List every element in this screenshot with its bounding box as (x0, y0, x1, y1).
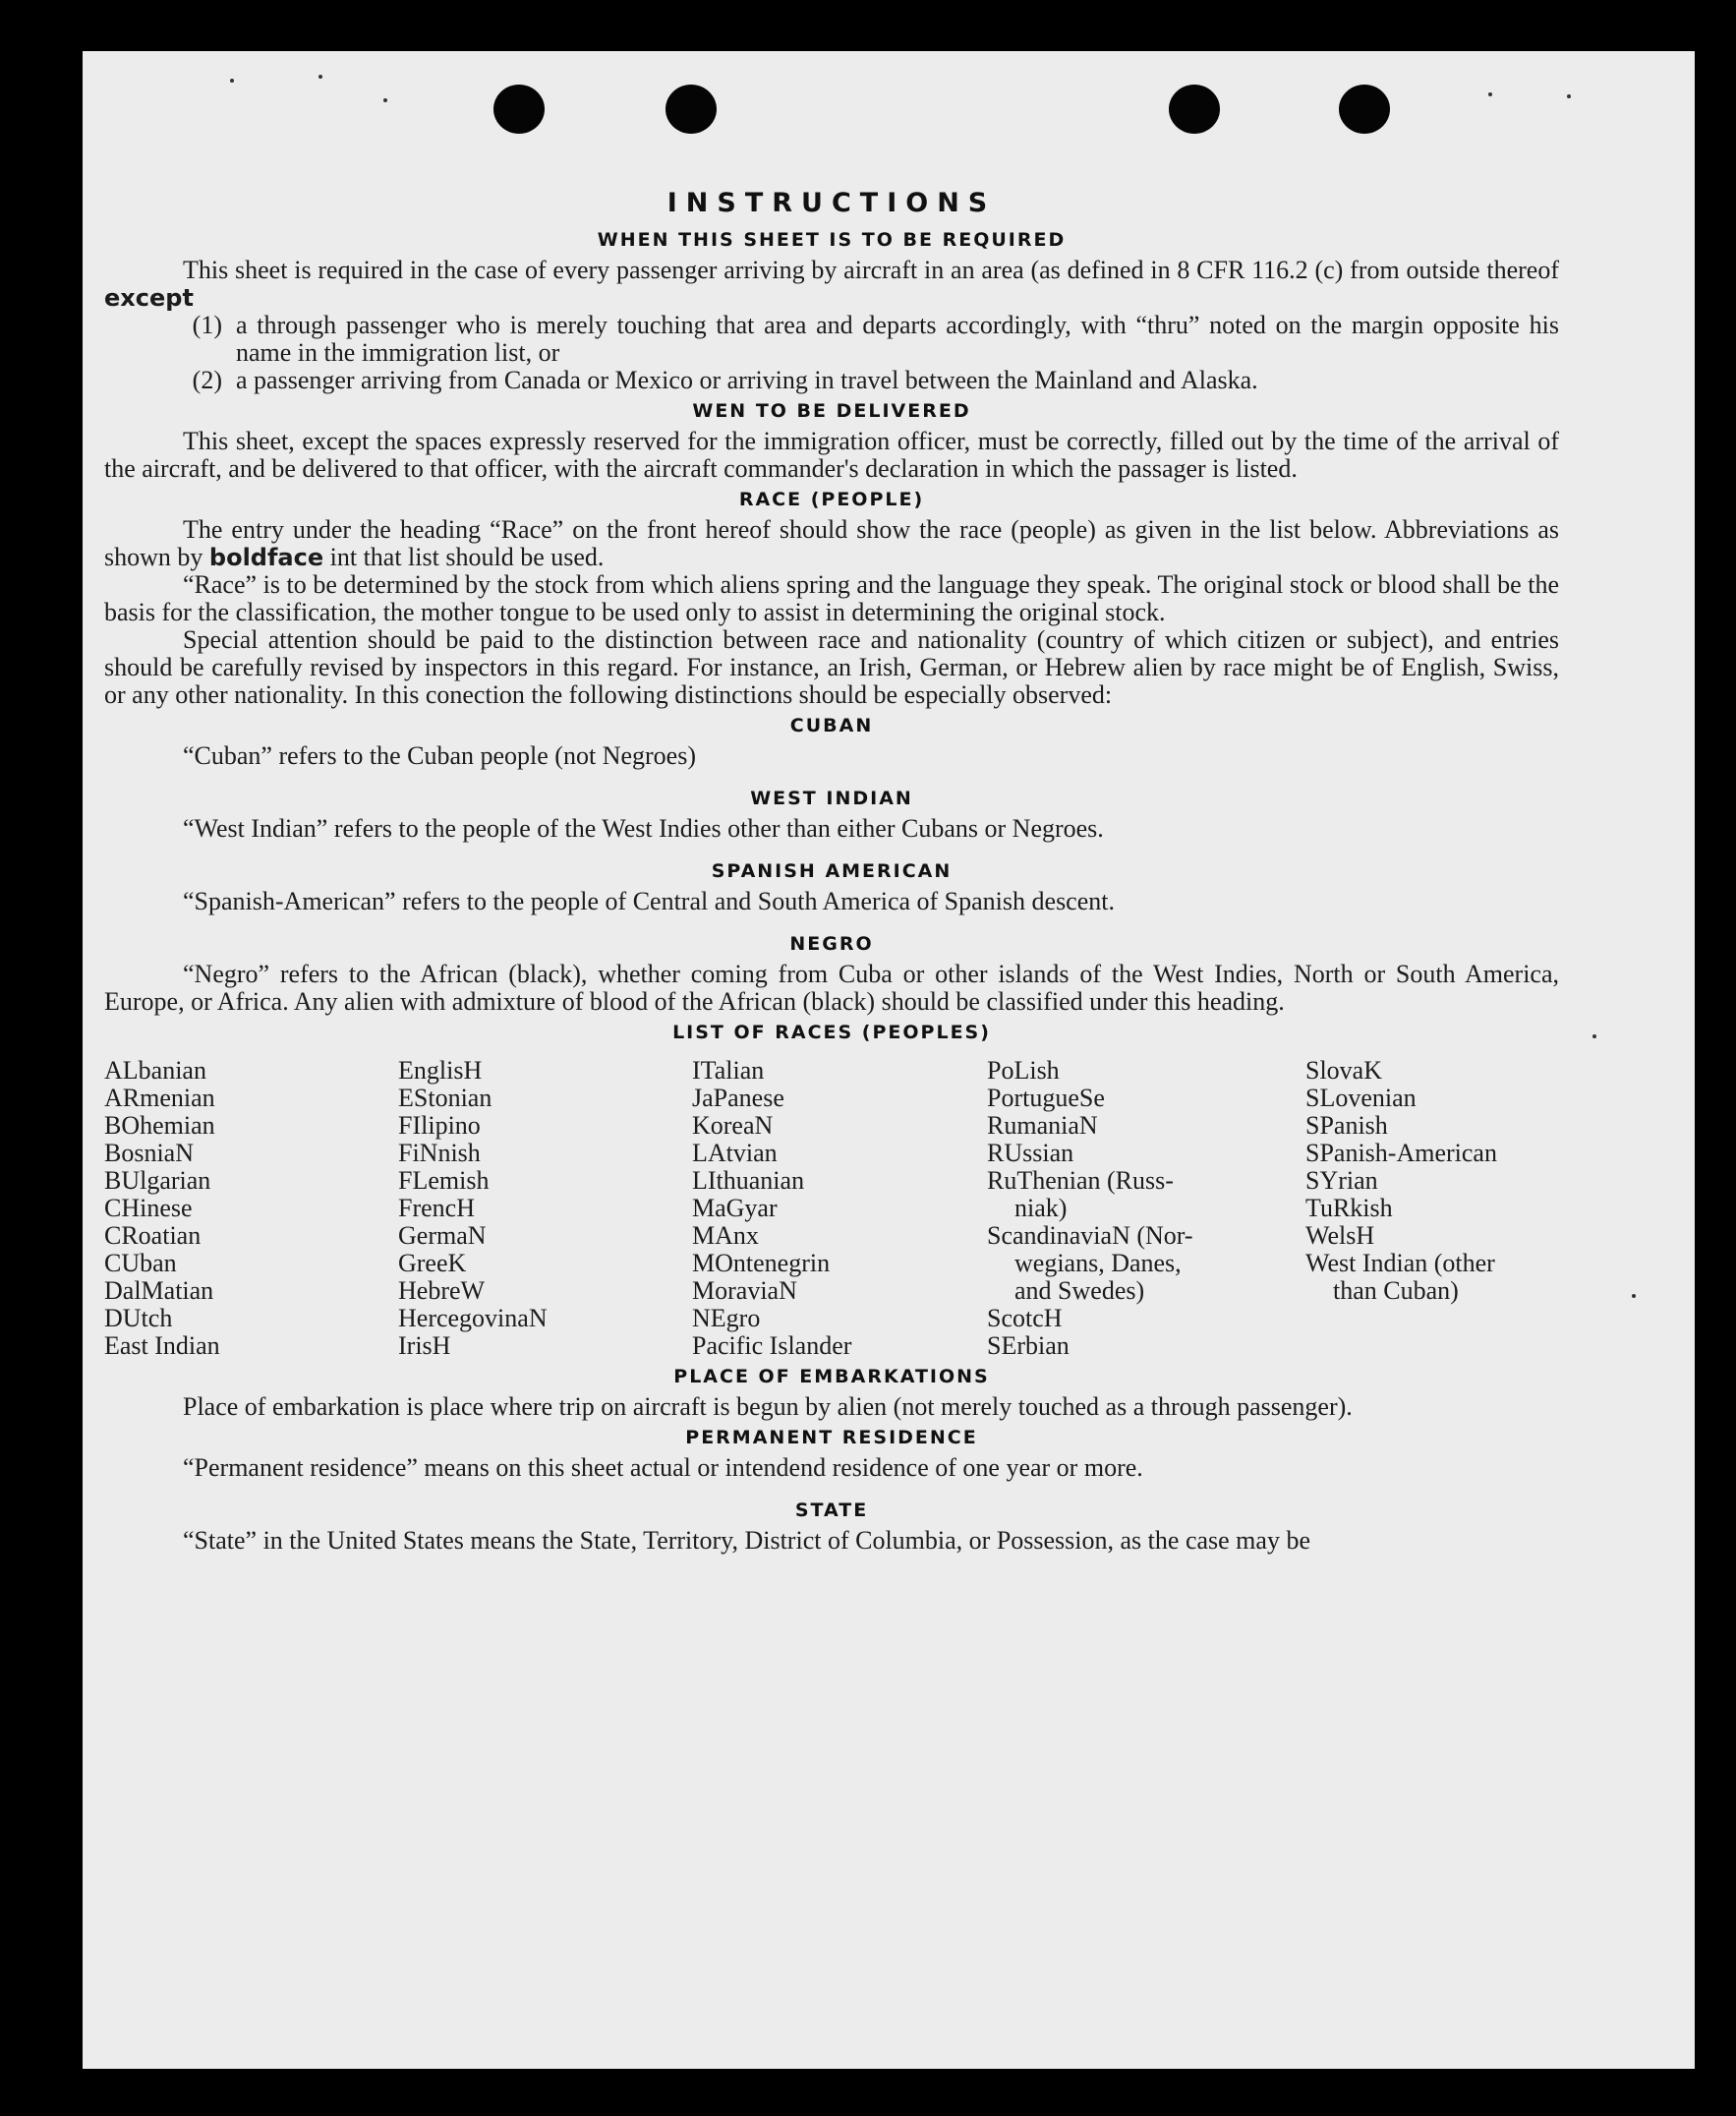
race-column (398, 1057, 692, 1360)
race-item: SPanish (1305, 1111, 1388, 1140)
race-item: FIlipino (398, 1111, 481, 1140)
section-heading: RACE (PEOPLE) (738, 489, 925, 510)
punch-hole (665, 85, 717, 134)
section-heading: PLACE OF EMBARKATIONS (673, 1366, 990, 1387)
race-item: CRoatian (104, 1221, 202, 1250)
list-item (104, 312, 1559, 367)
race-item: GreeK (398, 1249, 467, 1277)
race-item: DalMatian (104, 1276, 214, 1305)
race-column (1305, 1057, 1571, 1360)
page-title: INSTRUCTIONS (666, 188, 997, 218)
race-item: LIthuanian (692, 1166, 805, 1195)
paragraph: “State” in the United States means the State, Territory, District of Columbia, or Possession, as the case may be (183, 1526, 1310, 1555)
race-item: ScotcH (987, 1304, 1063, 1332)
paragraph: “West Indian” refers to the people of the West Indies other than either Cubans or Negroes. (183, 814, 1104, 843)
race-item: and Swedes) (1014, 1276, 1145, 1305)
speck (1632, 1294, 1636, 1298)
list-text: a through passenger who is merely touching that area and departs accordingly, with “thru” noted on the margin opposite his name in the immigration list, or (236, 311, 1559, 367)
paragraph: “Permanent residence” means on this sheet actual or intendend residence of one year or more. (183, 1453, 1143, 1482)
race-item: TuRkish (1305, 1194, 1393, 1222)
paragraph (104, 257, 1559, 312)
document-sheet (83, 51, 1695, 2069)
race-item: KoreaN (692, 1111, 774, 1140)
emphasis-text: boldface (208, 544, 324, 571)
race-item: than Cuban) (1333, 1276, 1459, 1305)
race-item: FLemish (398, 1166, 490, 1195)
paragraph (104, 516, 1559, 571)
race-item: EnglisH (398, 1056, 483, 1085)
paragraph: Special attention should be paid to the distinction between race and nationality (country of which citizen or subject), and entries should be carefully revised by inspectors in this regard. For instance, an Irish, German, or Hebrew alien by race might be of English, Swiss, or any other nationality. In this conection the following distinctions should be especially observed: (104, 625, 1559, 709)
section-heading: NEGRO (789, 933, 874, 955)
section-heading: PERMANENT RESIDENCE (685, 1427, 978, 1448)
section-heading: CUBAN (789, 715, 874, 736)
race-item: ARmenian (104, 1084, 215, 1112)
paragraph: “Spanish-American” refers to the people of Central and South America of Spanish descent. (183, 887, 1115, 915)
race-item: GermaN (398, 1221, 487, 1250)
race-item: SErbian (987, 1331, 1070, 1360)
speck (318, 75, 322, 79)
race-item: ALbanian (104, 1056, 206, 1085)
race-item: CHinese (104, 1194, 193, 1222)
speck (230, 79, 234, 83)
speck (383, 98, 387, 102)
section-heading: LIST OF RACES (PEOPLES) (672, 1022, 991, 1043)
punch-hole (493, 85, 545, 134)
race-column (987, 1057, 1305, 1360)
section-heading: WEN TO BE DELIVERED (692, 400, 971, 422)
race-item: ITalian (692, 1056, 765, 1085)
speck (1592, 1034, 1596, 1038)
race-item: HebreW (398, 1276, 486, 1305)
speck (1567, 94, 1571, 98)
race-item: wegians, Danes, (1014, 1249, 1182, 1277)
paragraph: “Cuban” refers to the Cuban people (not Negroes) (183, 741, 696, 770)
section-heading: STATE (794, 1499, 869, 1521)
paragraph: “Negro” refers to the African (black), whether coming from Cuba or other islands of the West Indies, North or South America, Europe, or Africa. Any alien with admixture of blood of the African (black) should be classified under this heading. (104, 960, 1559, 1016)
race-item: FrencH (398, 1194, 475, 1222)
race-item: BOhemian (104, 1111, 215, 1140)
race-item: MAnx (692, 1221, 759, 1250)
section-heading: SPANISH AMERICAN (711, 860, 953, 882)
punch-hole (1339, 85, 1390, 134)
paragraph-text: The entry under the heading “Race” on the front hereof should show the race (people) as given in the list below. Abbreviations as shown by (104, 515, 1559, 571)
race-item: MOntenegrin (692, 1249, 831, 1277)
race-item: RuThenian (Russ- (987, 1166, 1174, 1195)
race-item: NEgro (692, 1304, 761, 1332)
list-number: (1) (192, 311, 222, 339)
race-item: FiNnish (398, 1139, 481, 1167)
race-item: EStonian (398, 1084, 492, 1112)
paragraph-text: int that list should be used. (329, 543, 605, 571)
emphasis-text: except (104, 284, 194, 312)
paragraph-text: This sheet is required in the case of every passenger arriving by aircraft in an area (as defined in 8 CFR 116.2 (c) from outside thereof (183, 256, 1559, 284)
race-item: niak) (1014, 1194, 1068, 1222)
race-item: RumaniaN (987, 1111, 1098, 1140)
race-item: East Indian (104, 1331, 220, 1360)
race-column (692, 1057, 987, 1360)
race-item: CUban (104, 1249, 177, 1277)
race-item: BosniaN (104, 1139, 194, 1167)
race-list (104, 1057, 1559, 1360)
race-item: MoraviaN (692, 1276, 797, 1305)
race-item: DUtch (104, 1304, 173, 1332)
race-item: West Indian (other (1305, 1249, 1495, 1277)
race-item: WelsH (1305, 1221, 1375, 1250)
race-item: SLovenian (1305, 1084, 1417, 1112)
race-item: ScandinaviaN (Nor- (987, 1221, 1193, 1250)
section-heading: WHEN THIS SHEET IS TO BE REQUIRED (597, 229, 1067, 251)
race-item: LAtvian (692, 1139, 778, 1167)
paragraph: “Race” is to be determined by the stock from which aliens spring and the language they speak. The original stock or blood shall be the basis for the classification, the mother tongue to be used only to assist in determining the original stock. (104, 570, 1559, 626)
race-item: PortugueSe (987, 1084, 1105, 1112)
list-text: a passenger arriving from Canada or Mexico or arriving in travel between the Mainland and Alaska. (236, 366, 1258, 394)
race-item: JaPanese (692, 1084, 784, 1112)
paragraph: This sheet, except the spaces expressly reserved for the immigration officer, must be correctly, filled out by the time of the arrival of the aircraft, and be delivered to that officer, with the aircraft commander's declaration in which the passager is listed. (104, 427, 1559, 483)
list-item (104, 367, 1559, 394)
race-item: HercegovinaN (398, 1304, 548, 1332)
race-column (104, 1057, 398, 1360)
race-item: SPanish-American (1305, 1139, 1497, 1167)
punch-hole (1169, 85, 1220, 134)
race-item: PoLish (987, 1056, 1060, 1085)
race-item: IrisH (398, 1331, 451, 1360)
race-item: RUssian (987, 1139, 1074, 1167)
race-item: MaGyar (692, 1194, 778, 1222)
race-item: BUlgarian (104, 1166, 211, 1195)
paragraph: Place of embarkation is place where trip on aircraft is begun by alien (not merely touched as a through passenger). (183, 1392, 1353, 1421)
speck (1488, 92, 1492, 96)
document-body (104, 184, 1559, 1555)
race-item: SYrian (1305, 1166, 1378, 1195)
list-number: (2) (192, 366, 222, 394)
race-item: SlovaK (1305, 1056, 1382, 1085)
section-heading: WEST INDIAN (750, 788, 913, 809)
race-item: Pacific Islander (692, 1331, 852, 1360)
